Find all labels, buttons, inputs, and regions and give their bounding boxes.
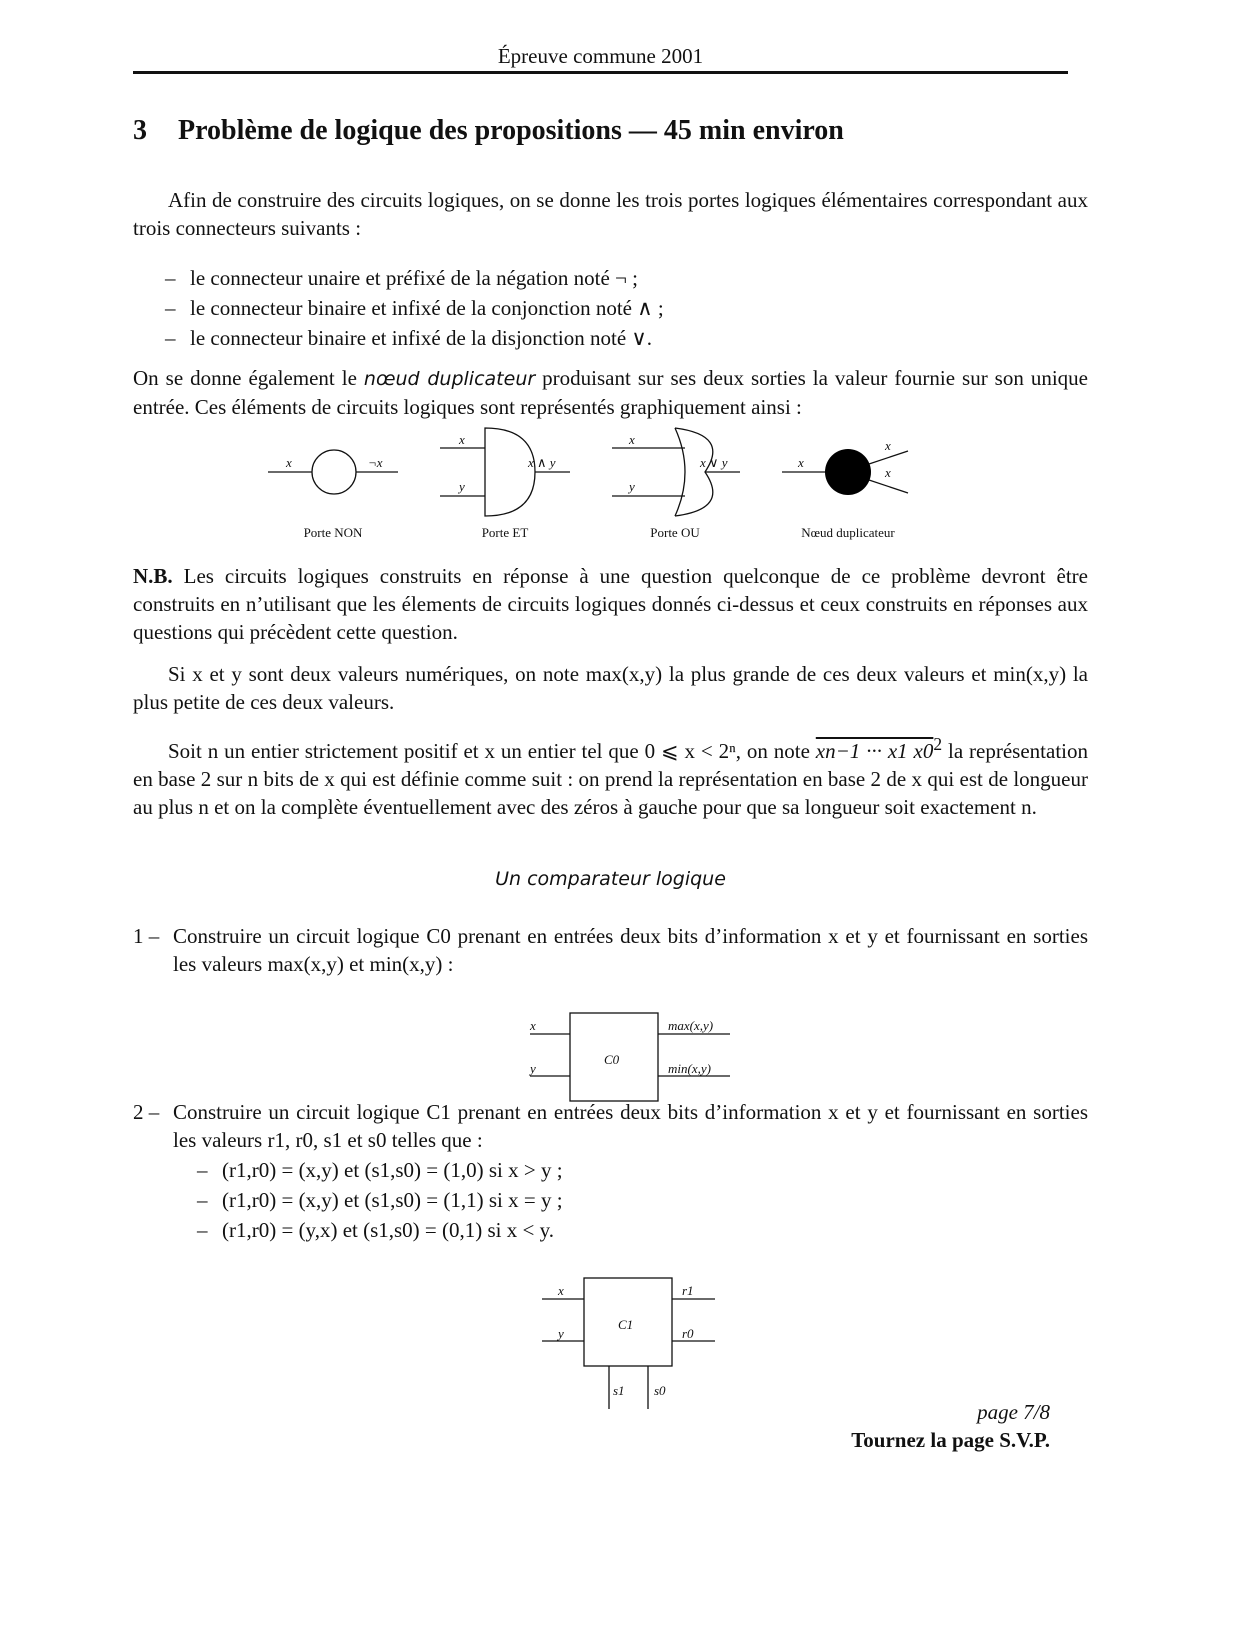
duplicator-node [825,449,871,495]
list-item: – le connecteur unaire et préfixé de la négation noté ¬ ; [165,266,638,290]
question-2-number: 2 – [133,1100,160,1124]
or-input-x-label: x [629,432,635,447]
list-item: – (r1,r0) = (x,y) et (s1,s0) = (1,0) si x > y ; [197,1158,563,1182]
not-caption: Porte NON [303,525,363,540]
and-input-y-label: y [459,479,465,494]
page-number: page 7/8 [977,1400,1050,1424]
dup-caption: Nœud duplicateur [801,525,895,540]
c0-output-max-label: max(x,y) [668,1018,714,1033]
c0-output-min-label: min(x,y) [668,1061,711,1076]
c0-input-y-label: y [530,1061,536,1076]
intro-paragraph: Afin de construire des circuits logiques, on se donne les trois portes logiques élémentaires correspondant aux trois connecteurs suivants : [133,188,1088,240]
gates-figure [260,425,960,560]
list-item: – le connecteur binaire et infixé de la conjonction noté ∧ ; [165,296,664,320]
binary-base: 2 [933,734,943,754]
list-item: – (r1,r0) = (y,x) et (s1,s0) = (0,1) si x < y. [197,1218,554,1242]
and-output-label: x ∧ y [528,455,556,470]
question-2: 2 – Construire un circuit logique C1 prenant en entrées deux bits d’information x et y et fournissant en sorties les valeurs r1, r0, s1 et s0 telles que : [133,1100,1088,1152]
c1-diagram [530,1275,730,1420]
c0-diagram [520,1010,760,1110]
c1-input-x-label: x [558,1283,564,1298]
or-input-y-label: y [629,479,635,494]
connector-list [165,263,664,353]
header-rule [133,71,1068,74]
turn-page-note: Tournez la page S.V.P. [851,1428,1050,1452]
dup-input-label: x [798,455,804,470]
question-1: 1 – Construire un circuit logique C0 prenant en entrées deux bits d’information x et y et fournissant en sorties les valeurs max(x,y) et min(x,y) : [133,924,1088,976]
c0-input-x-label: x [530,1018,536,1033]
dup-output-2-label: x [885,465,891,480]
binary-notation: xn−1 ··· x1 x0 [815,739,934,763]
dup-output-1-label: x [885,438,891,453]
and-caption: Porte ET [481,525,529,540]
question-1-number: 1 – [133,924,160,948]
c1-output-s1-label: s1 [613,1383,625,1398]
section-title: Problème de logique des propositions — 45 min environ [178,115,844,146]
or-caption: Porte OU [650,525,700,540]
and-input-x-label: x [459,432,465,447]
not-input-label: x [286,455,292,470]
list-item: – le connecteur binaire et infixé de la disjonction noté ∨. [165,326,653,350]
maxmin-paragraph: Si x et y sont deux valeurs numériques, on note max(x,y) la plus grande de ces deux valeurs et min(x,y) la plus petite de ces deux valeurs. [133,662,1088,714]
nb-paragraph: N.B. Les circuits logiques construits en réponse à une question quelconque de ce problème devront être construits en n’utilisant que les élements de circuits logiques donnés ci-dessus et ceux construits en réponses aux questions qui précèdent cette question. [133,564,1088,644]
list-item: – (r1,r0) = (x,y) et (s1,s0) = (1,1) si x = y ; [197,1188,563,1212]
subtitle: Un comparateur logique [495,868,726,890]
duplicator-paragraph: On se donne également le nœud duplicateur produisant sur ses deux sorties la valeur fournie sur son unique entrée. Ces éléments de circuits logiques sont représentés graphiquement ainsi : [133,366,1089,419]
representation-paragraph: Soit n un entier strictement positif et x un entier tel que 0 ⩽ x < 2ⁿ, on note xn−1 ··· x1 $x0^2$ la représentation en base 2 sur n bits de x qui est définie comme suit : on prend la représentation en base 2 de x qui est de longueur au plus n et on la complète éventuellement avec des zéros à gauche pour que sa longueur soit exactement n. [133,734,1088,819]
c1-output-s0-label: s0 [654,1383,666,1398]
not-output-label: ¬x [368,455,383,470]
c1-output-r1-label: r1 [682,1283,694,1298]
section-number: 3 [133,115,147,146]
c0-name-label: C0 [604,1052,620,1067]
section-heading [133,115,844,147]
c1-output-r0-label: r0 [682,1326,694,1341]
or-output-label: x ∨ y [700,455,728,470]
c1-name-label: C1 [618,1317,634,1332]
duplicator-term: nœud duplicateur [363,368,536,390]
nb-label: N.B. [133,564,173,588]
q2-case-list [197,1155,563,1245]
c1-input-y-label: y [558,1326,564,1341]
page-header: Épreuve commune 2001 [497,44,704,68]
